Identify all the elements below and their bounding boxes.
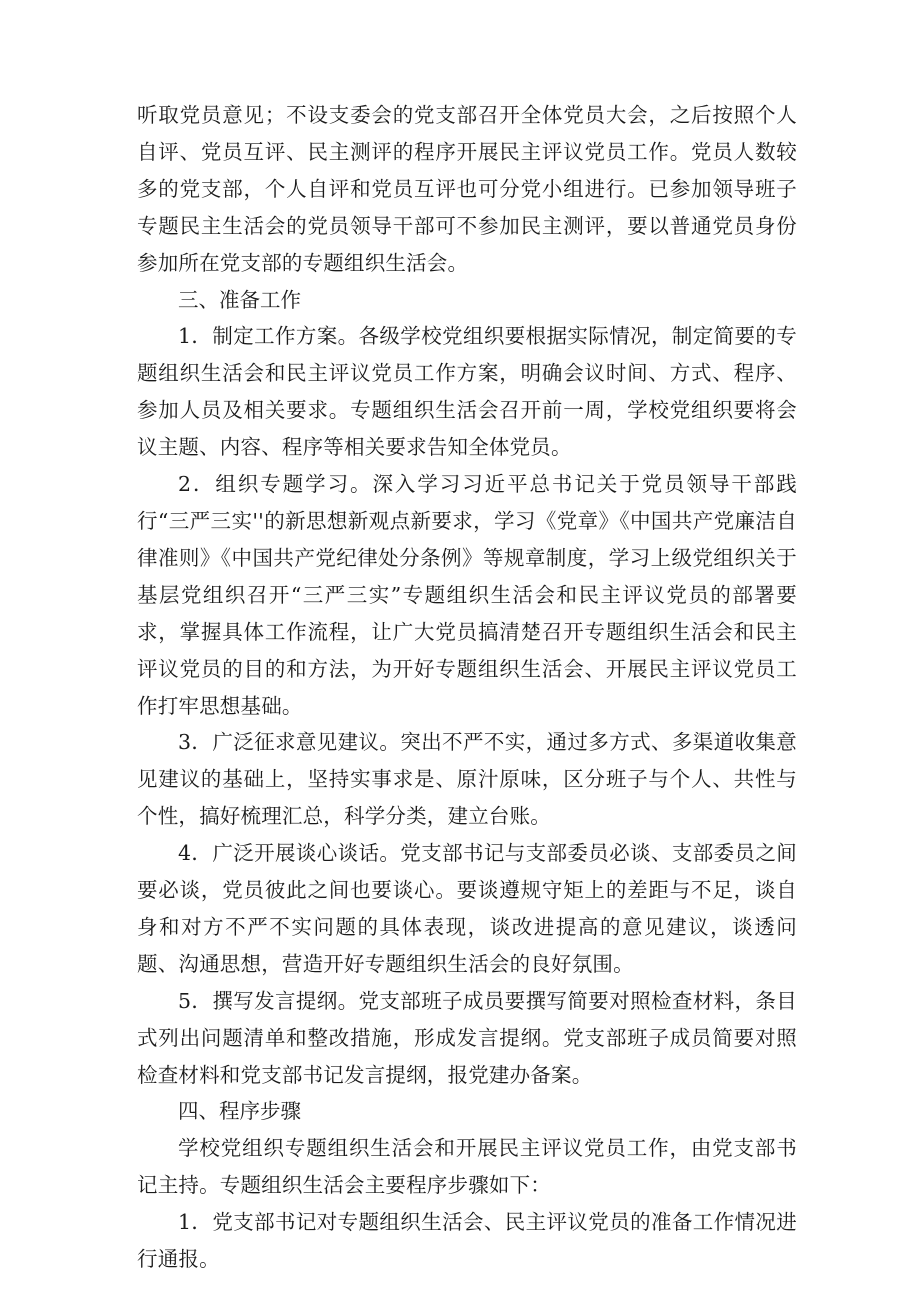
- paragraph-item-5-outline: 5．撰写发言提纲。党支部班子成员要撰写简要对照检查材料，条目式列出问题清单和整改措施，形成发言提纲。党支部班子成员简要对照检查材料和党支部书记发言提纲，报党建办备案。: [137, 988, 797, 1087]
- paragraph-item-2-study: 2．组织专题学习。深入学习习近平总书记关于党员领导干部践行“三严三实''的新思想新观点新要求，学习《党章》《中国共产党廉洁自律准则》《中国共产党纪律处分条例》等规章制度，学习上级党组织关于基层党组织召开“三严三实”专题组织生活会和民主评议党员的部署要求，掌握具体工作流程，让广大党员搞清楚召开专题组织生活会和民主评议党员的目的和方法，为开好专题组织生活会、开展民主评议党员工作打牢思想基础。: [137, 472, 797, 718]
- section-heading-procedure: 四、程序步骤: [178, 1099, 301, 1124]
- paragraph-procedure-step-1: 1．党支部书记对专题组织生活会、民主评议党员的准备工作情况进行通报。: [137, 1210, 797, 1272]
- paragraph-continuation: 听取党员意见；不设支委会的党支部召开全体党员大会，之后按照个人自评、党员互评、民主测评的程序开展民主评议党员工作。党员人数较多的党支部，个人自评和党员互评也可分党小组进行。已参加领导班子专题民主生活会的党员领导干部可不参加民主测评，要以普通党员身份参加所在党支部的专题组织生活会。: [137, 103, 797, 275]
- paragraph-item-4-talks: 4．广泛开展谈心谈话。党支部书记与支部委员必谈、支部委员之间要必谈，党员彼此之间也要谈心。要谈遵规守矩上的差距与不足，谈自身和对方不严不实问题的具体表现，谈改进提高的意见建议，谈透问题、沟通思想，营造开好专题组织生活会的良好氛围。: [137, 841, 797, 976]
- section-heading-preparation: 三、准备工作: [178, 287, 301, 312]
- paragraph-item-1-plan: 1．制定工作方案。各级学校党组织要根据实际情况，制定简要的专题组织生活会和民主评议党员工作方案，明确会议时间、方式、程序、参加人员及相关要求。专题组织生活会召开前一周，学校党组织要将会议主题、内容、程序等相关要求告知全体党员。: [137, 324, 797, 460]
- paragraph-item-3-opinions: 3．广泛征求意见建议。突出不严不实，通过多方式、多渠道收集意见建议的基础上，坚持实事求是、原汁原味，区分班子与个人、共性与个性，搞好梳理汇总，科学分类，建立台账。: [137, 730, 797, 829]
- document-body: [137, 97, 797, 1278]
- paragraph-procedure-intro: 学校党组织专题组织生活会和开展民主评议党员工作，由党支部书记主持。专题组织生活会主要程序步骤如下：: [137, 1136, 797, 1198]
